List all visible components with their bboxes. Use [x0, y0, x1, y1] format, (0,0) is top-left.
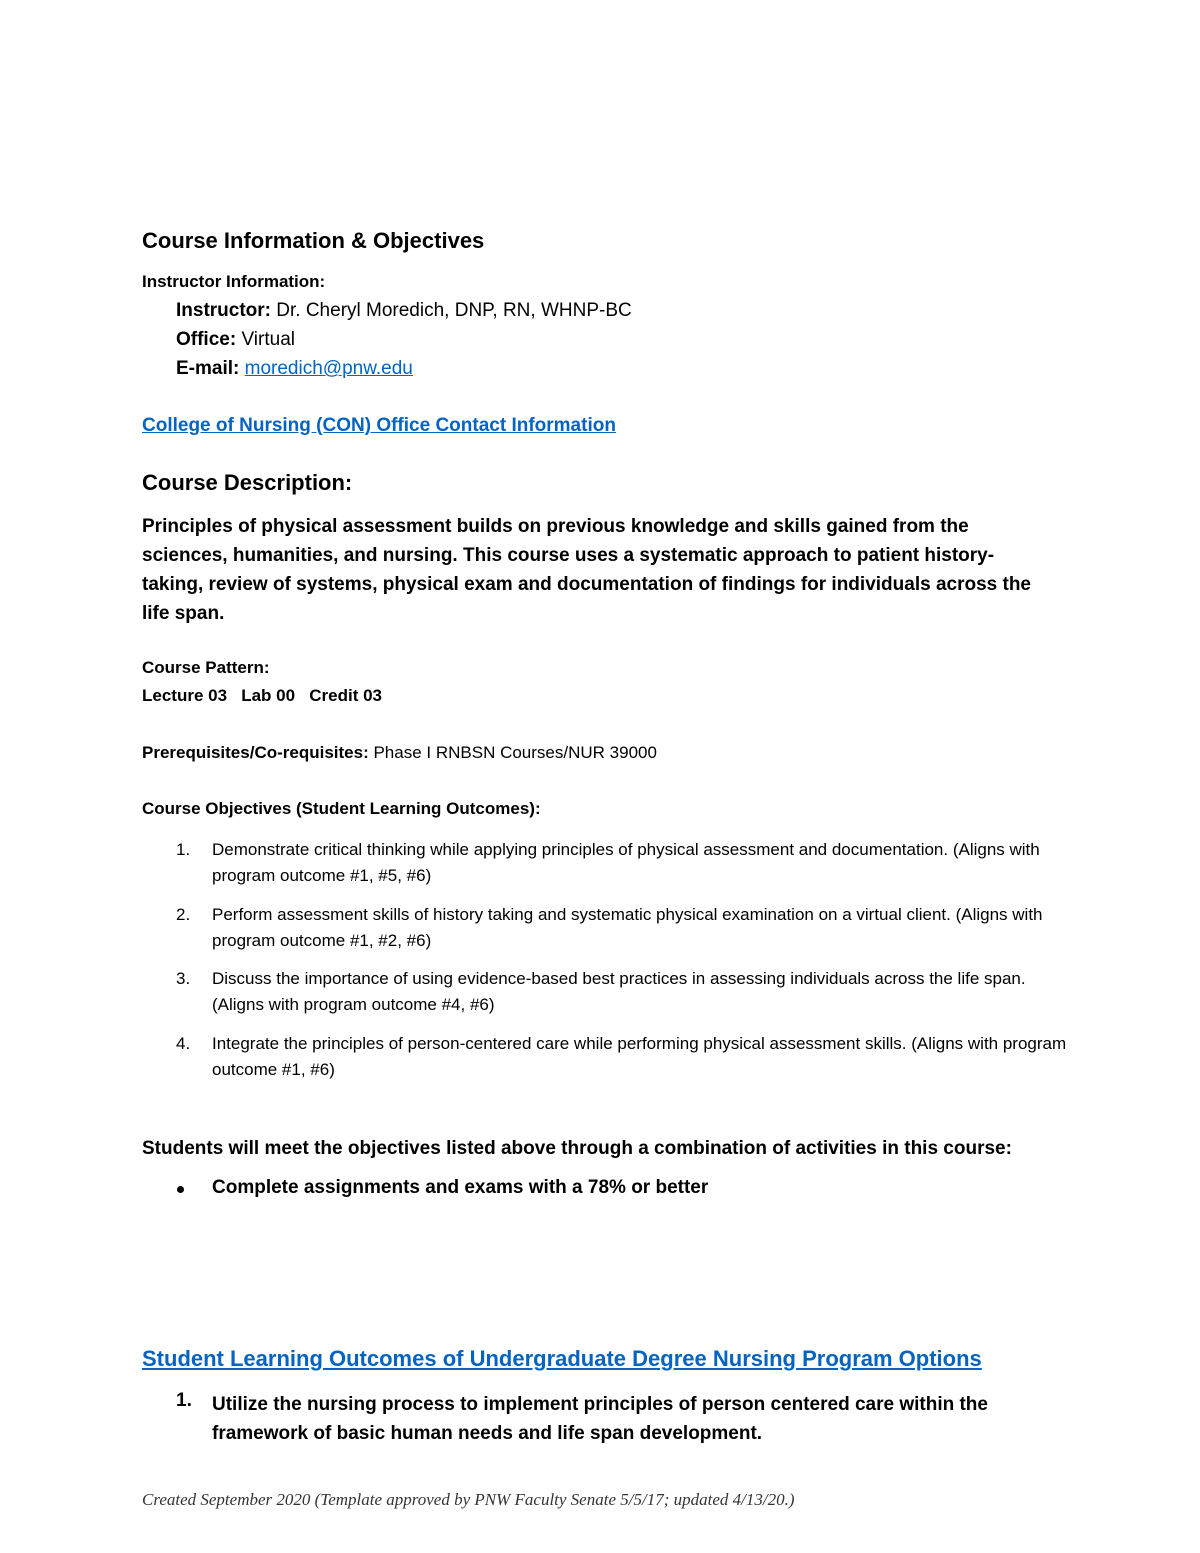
activities-bullet-text: Complete assignments and exams with a 78% or better: [212, 1177, 709, 1198]
activities-intro: Students will meet the objectives listed above through a combination of activities in this course:: [142, 1138, 1012, 1159]
section-title: Course Information & Objectives: [142, 228, 485, 253]
objective-text: Demonstrate critical thinking while applying principles of physical assessment and documentation. (Aligns with program outcome #1, #5, #6): [212, 840, 1040, 885]
objective-number: 1.: [176, 840, 191, 859]
email-link[interactable]: moredich@pnw.edu: [244, 358, 413, 379]
email-label: E-mail:: [176, 358, 240, 379]
slo-item-text: Utilize the nursing process to implement principles of person centered care within the framework of basic human needs and life span development.: [212, 1394, 988, 1444]
objective-number: 2.: [176, 905, 191, 924]
prereq-label: Prerequisites/Co-requisites:: [142, 743, 369, 762]
objective-number: 3.: [176, 969, 191, 988]
instructor-label: Instructor:: [176, 300, 271, 321]
pattern-value: Lecture 03 Lab 00 Credit 03: [142, 686, 382, 705]
office-value: Virtual: [236, 329, 295, 350]
office-line: [176, 329, 295, 351]
description-heading: Course Description:: [142, 470, 353, 495]
email-line: [176, 358, 413, 380]
instructor-heading: Instructor Information:: [142, 272, 326, 291]
pattern-heading: Course Pattern:: [142, 658, 270, 677]
con-office-link[interactable]: College of Nursing (CON) Office Contact Information: [142, 415, 616, 436]
objective-text: Integrate the principles of person-centered care while performing physical assessment skills. (Aligns with program outcome #1, #6): [212, 1034, 1067, 1079]
instructor-value: Dr. Cheryl Moredich, DNP, RN, WHNP-BC: [271, 300, 632, 321]
page-footer: Created September 2020 (Template approved by PNW Faculty Senate 5/5/17; updated 4/13/20.): [142, 1490, 795, 1509]
office-label: Office:: [176, 329, 237, 350]
objective-text: Perform assessment skills of history taking and systematic physical examination on a virtual client. (Aligns with program outcome #1, #2, #6): [212, 905, 1043, 950]
bullet-icon: [177, 1186, 184, 1193]
prereq-value: Phase I RNBSN Courses/NUR 39000: [368, 743, 657, 762]
description-text: Principles of physical assessment builds on previous knowledge and skills gained from the sciences, humanities, and nursing. This course uses a systematic approach to patient history-taking, review of systems, physical exam and documentation of findings for individuals across the life span.: [142, 516, 1031, 624]
objectives-heading: Course Objectives (Student Learning Outcomes):: [142, 799, 541, 818]
slo-item-number: 1.: [176, 1390, 192, 1411]
slo-heading-link[interactable]: Student Learning Outcomes of Undergraduate Degree Nursing Program Options: [142, 1346, 982, 1371]
objective-number: 4.: [176, 1034, 191, 1053]
objective-text: Discuss the importance of using evidence-based best practices in assessing individuals across the life span. (Aligns with program outcome #4, #6): [212, 969, 1026, 1014]
prereq-line: [142, 743, 657, 763]
instructor-line: [176, 300, 632, 322]
